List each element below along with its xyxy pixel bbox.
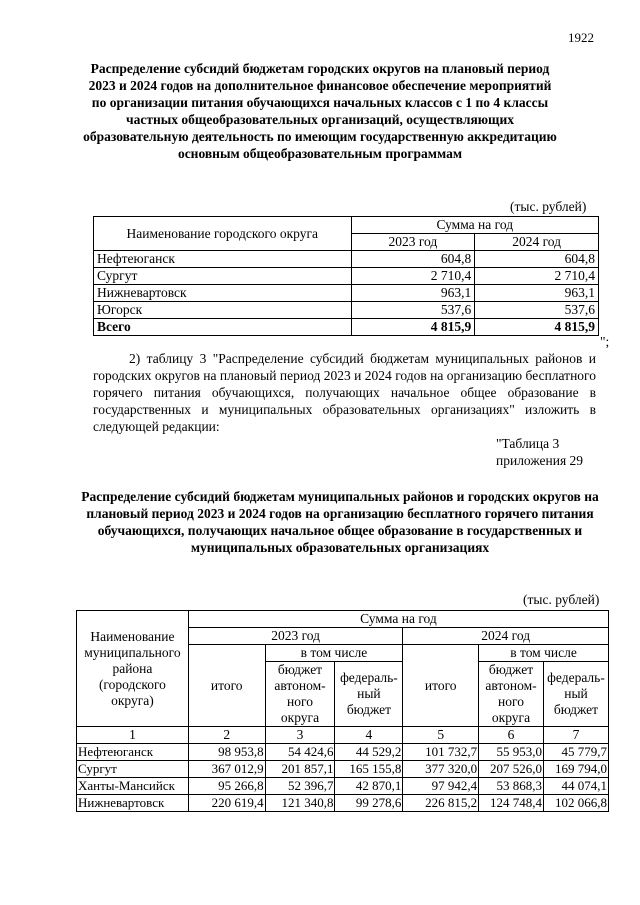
cell-2024: 537,6 [475,302,599,319]
col-number: 7 [543,727,608,744]
col-number: 5 [403,727,479,744]
table-row [94,251,599,268]
page-number: 1922 [568,30,594,45]
cell-2023: 537,6 [351,302,475,319]
table-subsidies-1 [93,216,599,336]
header-federal-2023: федераль-ный бюджет [335,662,403,727]
table-row [94,268,599,285]
cell-value: 95 266,8 [188,778,265,795]
cell-value: 44 074,1 [543,778,608,795]
cell-total-name: Всего [94,319,352,336]
header-year-2024: 2024 год [475,234,599,251]
header-total-2024: итого [403,645,479,727]
col-number: 4 [335,727,403,744]
cell-value: 165 155,8 [335,761,403,778]
header-year-2024: 2024 год [403,628,609,645]
col-number: 6 [479,727,544,744]
header-budget-ao-2023: бюджет автоном-ного округа [265,662,335,727]
table-row [77,744,609,761]
caption-line-2: приложения 29 [496,453,584,468]
cell-value: 201 857,1 [265,761,335,778]
units-label-2: (тыс. рублей) [523,592,600,607]
cell-value: 169 794,0 [543,761,608,778]
cell-value: 220 619,4 [188,795,265,812]
column-number-row [77,727,609,744]
cell-value: 226 815,2 [403,795,479,812]
cell-value: 102 066,8 [543,795,608,812]
cell-2024: 2 710,4 [475,268,599,285]
cell-value: 124 748,4 [479,795,544,812]
table-subsidies-2 [76,610,609,812]
cell-name: Сургут [77,761,189,778]
cell-value: 54 424,6 [265,744,335,761]
col-number: 2 [188,727,265,744]
header-year-2023: 2023 год [351,234,475,251]
cell-name: Нижневартовск [94,285,352,302]
table-row [94,302,599,319]
table-header-row [77,611,609,628]
header-federal-2024: федераль-ный бюджет [543,662,608,727]
cell-total-2023: 4 815,9 [351,319,475,336]
cell-value: 99 278,6 [335,795,403,812]
cell-2023: 963,1 [351,285,475,302]
cell-2024: 963,1 [475,285,599,302]
title-subsidies-private-schools: Распределение субсидий бюджетам городских округов на плановый период 2023 и 2024 годов на дополнительное финансовое обеспечение мероприятий по организации питания обучающихся начальных классов с 1 по 4 классы частных общеобразовательных организаций, осуществляющих образовательную деятельность по имеющим государственную аккредитацию основным общеобразовательным программам [83,61,557,161]
table-row [77,778,609,795]
col-number: 3 [265,727,335,744]
table-row [77,761,609,778]
cell-name: Сургут [94,268,352,285]
header-including-2023: в том числе [265,645,403,662]
amendment-paragraph: 2) таблицу 3 "Распределение субсидий бюджетам муниципальных районов и городских округов на плановый период 2023 и 2024 годов на организацию бесплатного горячего питания обучающихся, получающих начальное общее образование в государственных и муниципальных образовательных организациях" изложить в следующей редакции: [93,351,596,434]
cell-value: 121 340,8 [265,795,335,812]
cell-value: 55 953,0 [479,744,544,761]
cell-name: Нижневартовск [77,795,189,812]
caption-line-1: "Таблица 3 [496,436,560,451]
cell-value: 98 953,8 [188,744,265,761]
title-hot-meals: Распределение субсидий бюджетам муниципальных районов и городских округов на плановый период 2023 и 2024 годов на организацию бесплатного горячего питания обучающихся, получающих начальное общее образование в государственных и муниципальных образовательных организациях [81,489,599,555]
cell-2024: 604,8 [475,251,599,268]
cell-name: Югорск [94,302,352,319]
table-caption [496,435,583,469]
cell-2023: 604,8 [351,251,475,268]
units-label: (тыс. рублей) [510,199,587,214]
cell-value: 377 320,0 [403,761,479,778]
cell-value: 52 396,7 [265,778,335,795]
cell-value: 367 012,9 [188,761,265,778]
cell-value: 101 732,7 [403,744,479,761]
cell-value: 44 529,2 [335,744,403,761]
cell-name: Ханты-Мансийск [77,778,189,795]
cell-value: 45 779,7 [543,744,608,761]
quote-close: "; [600,334,610,349]
header-name: Наименование муниципального района (городского округа) [77,611,189,727]
cell-value: 53 868,3 [479,778,544,795]
header-name: Наименование городского округа [94,217,352,251]
header-including-2024: в том числе [479,645,609,662]
table-row [77,795,609,812]
header-total-2023: итого [188,645,265,727]
cell-name: Нефтеюганск [77,744,189,761]
cell-value: 97 942,4 [403,778,479,795]
header-budget-ao-2024: бюджет автоном-ного округа [479,662,544,727]
cell-value: 207 526,0 [479,761,544,778]
cell-total-2024: 4 815,9 [475,319,599,336]
cell-2023: 2 710,4 [351,268,475,285]
table-row [94,285,599,302]
header-sum: Сумма на год [188,611,608,628]
header-year-2023: 2023 год [188,628,402,645]
header-sum: Сумма на год [351,217,598,234]
table-header-row [94,217,599,234]
cell-name: Нефтеюганск [94,251,352,268]
table-total-row [94,319,599,336]
col-number: 1 [77,727,189,744]
cell-value: 42 870,1 [335,778,403,795]
